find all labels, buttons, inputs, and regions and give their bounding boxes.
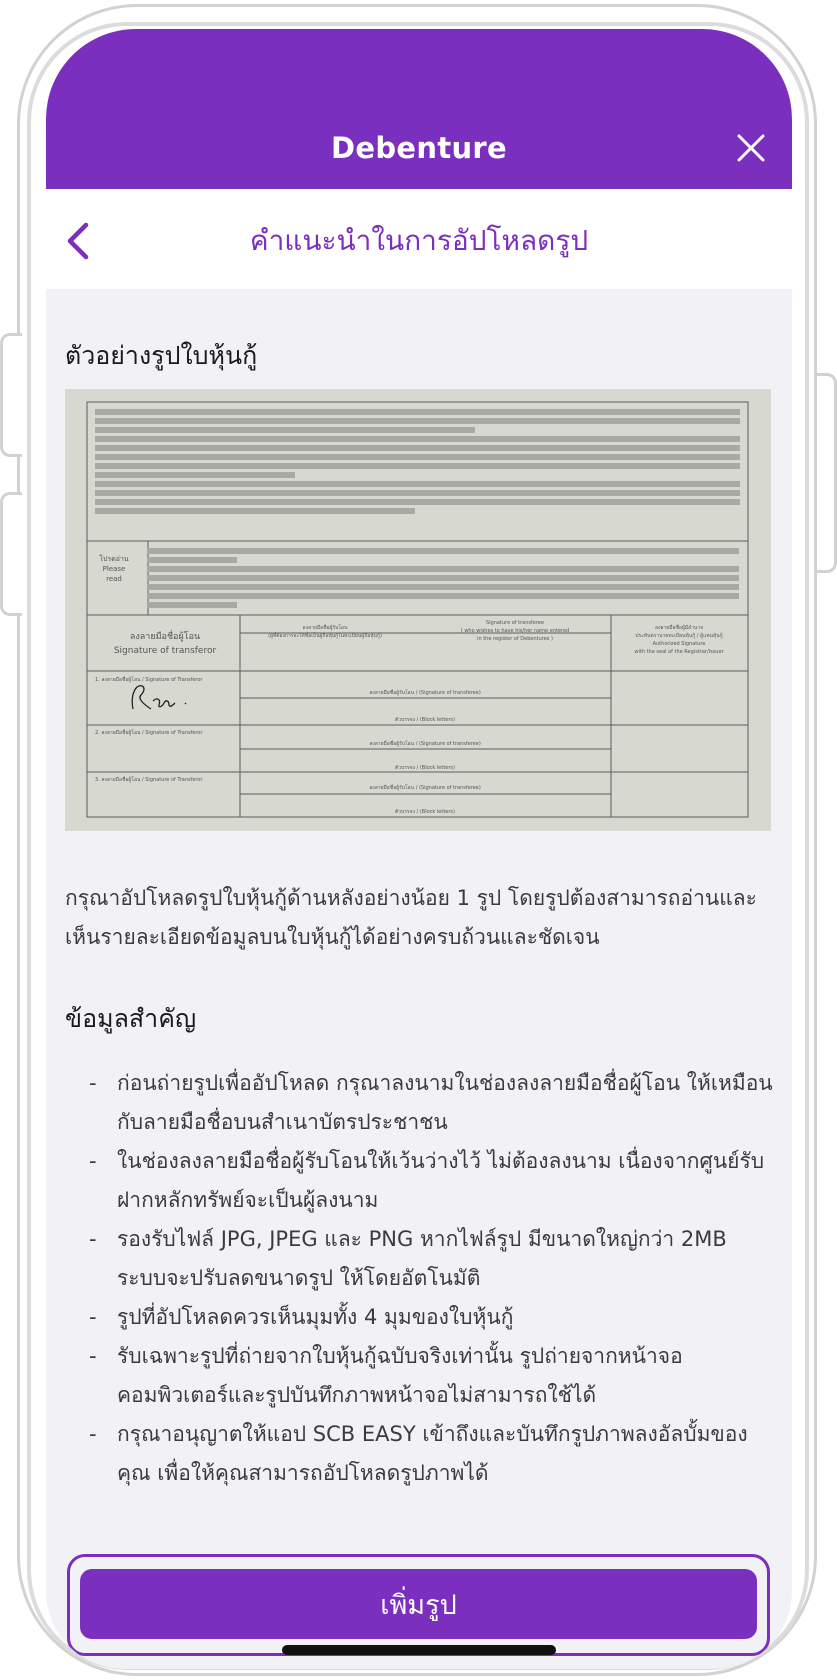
- list-item: - กรุณาอนุญาตให้แอป SCB EASY เข้าถึงและบันทึกรูปภาพลงอัลบั้มของคุณ เพื่อให้คุณสามารถอัปโหลดรูปภาพได้: [89, 1422, 748, 1485]
- row-label-3: 3. ลงลายมือชื่อผู้โอน / Signature of Transferor: [95, 777, 203, 783]
- upload-instruction: กรุณาอัปโหลดรูปใบหุ้นกู้ด้านหลังอย่างน้อย 1 รูป โดยรูปต้องสามารถอ่านและเห็นรายละเอียดข้อมูลบนใบหุ้นกู้ได้อย่างครบถ้วนและชัดเจน: [65, 886, 757, 949]
- list-item: - รองรับไฟล์ JPG, JPEG และ PNG หากไฟล์รูป มีขนาดใหญ่กว่า 2MB ระบบจะปรับลดขนาดรูป ให้โดยอัตโนมัติ: [89, 1227, 727, 1290]
- list-item: - รับเฉพาะรูปที่ถ่ายจากใบหุ้นกู้ฉบับจริงเท่านั้น รูปถ่ายจากหน้าจอคอมพิวเตอร์และรูปบันทึกภาพหน้าจอไม่สามารถใช้ได้: [89, 1344, 683, 1407]
- list-item: - ก่อนถ่ายรูปเพื่ออัปโหลด กรุณาลงนามในช่องลงลายมือชื่อผู้โอน ให้เหมือนกับลายมือชื่อบนสำเนาบัตรประชาชน: [89, 1071, 773, 1134]
- col-authorized-4: with the seal of the Registrar/Issuer: [634, 649, 724, 655]
- please-read-en1: Please: [102, 565, 126, 573]
- please-read-en2: read: [106, 575, 122, 583]
- block-letters-3: ตัวบรรจง / (Block letters): [395, 809, 455, 815]
- col-transferee-en-sub1: ( who wishes to have his/her name entered: [460, 628, 570, 634]
- row-label-1: 1. ลงลายมือชื่อผู้โอน / Signature of Transferor: [95, 677, 203, 683]
- home-indicator: [282, 1645, 556, 1655]
- list-item: - ในช่องลงลายมือชื่อผู้รับโอนให้เว้นว่างไว้ ไม่ต้องลงนาม เนื่องจากศูนย์รับฝากหลักทรัพย์จะเป็นผู้ลงนาม: [89, 1149, 765, 1212]
- app-header: [46, 29, 792, 189]
- row-label-2: 2. ลงลายมือชื่อผู้โอน / Signature of Transferor: [95, 730, 203, 736]
- col-authorized-3: Authorized Signature: [652, 641, 706, 647]
- debenture-sample-image: [65, 389, 771, 831]
- handwritten-signature: [132, 686, 186, 709]
- col-transferor-en: Signature of transferor: [113, 646, 217, 656]
- col-transferee-th-sub: (ผู้ที่ต้องการจะให้ชื่อเป็นผู้ถือหุ้นกู้ในทะเบียนผู้ถือหุ้นกู้): [268, 633, 382, 639]
- volume-down-button: [0, 492, 22, 616]
- block-letters-1: ตัวบรรจง / (Block letters): [395, 717, 455, 723]
- list-item: - รูปที่อัปโหลดควรเห็นมุมทั้ง 4 มุมของใบหุ้นกู้: [89, 1305, 514, 1329]
- sub-header: [46, 189, 792, 289]
- transferee-sig-1: ลงลายมือชื่อผู้รับโอน / (Signature of transferee): [369, 690, 481, 696]
- doc-text-lines: [95, 409, 740, 608]
- col-transferee-en-sub2: in the register of Debentures ): [477, 636, 553, 642]
- back-chevron-icon[interactable]: [60, 221, 100, 261]
- col-transferee-th: ลงลายมือชื่อผู้รับโอน: [302, 625, 348, 631]
- header-title: Debenture: [331, 131, 507, 165]
- important-list: [89, 1064, 779, 1493]
- app-screen: [46, 29, 792, 1669]
- block-letters-2: ตัวบรรจง / (Block letters): [395, 765, 455, 771]
- power-button: [817, 373, 837, 573]
- transferee-sig-3: ลงลายมือชื่อผู้รับโอน / (Signature of transferee): [369, 785, 481, 791]
- transferee-sig-2: ลงลายมือชื่อผู้รับโอน / (Signature of transferee): [369, 741, 481, 747]
- sample-heading: ตัวอย่างรูปใบหุ้นกู้: [65, 341, 258, 370]
- please-read-th: โปรดอ่าน: [99, 555, 129, 563]
- col-transferor-th: ลงลายมือชื่อผู้โอน: [129, 632, 201, 642]
- important-heading: ข้อมูลสำคัญ: [65, 1004, 197, 1033]
- volume-up-button: [0, 333, 22, 457]
- add-photo-button[interactable]: เพิ่มรูป: [80, 1569, 757, 1639]
- col-authorized-1: ลงลายมือชื่อผู้มีอำนาจ: [654, 625, 704, 631]
- close-icon[interactable]: [736, 133, 766, 163]
- add-photo-focus-ring: [67, 1554, 770, 1656]
- page-title: คำแนะนำในการอัปโหลดรูป: [249, 224, 589, 257]
- col-authorized-2: ประทับตรานายทะเบียนหุ้นกู้ / ผู้แทนหุ้นกู้: [635, 633, 723, 639]
- col-transferee-en: Signature of transferee: [486, 620, 544, 626]
